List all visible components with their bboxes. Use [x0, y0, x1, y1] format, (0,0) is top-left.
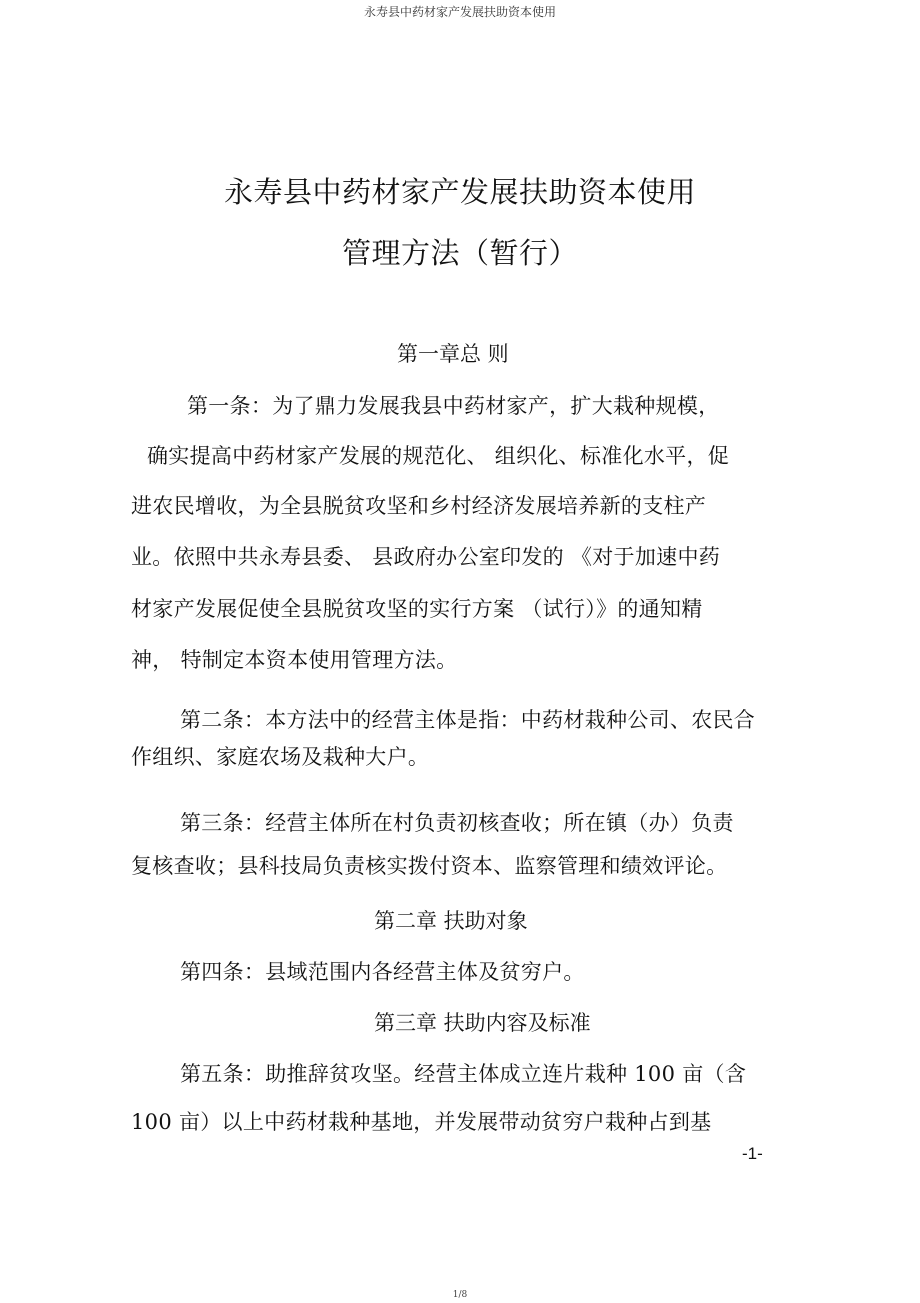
- article-5-line-1: 第五条：助推辞贫攻坚。经营主体成立连片栽种 100 亩（含: [180, 1062, 747, 1086]
- chapter-1-heading: 第一章总 则: [397, 342, 509, 366]
- chapter-2-heading: 第二章 扶助对象: [374, 909, 528, 933]
- article-1-line-4: 业。依照中共永寿县委、 县政府办公室印发的 《对于加速中药: [131, 545, 721, 569]
- article-3-line-1: 第三条：经营主体所在村负责初核查收；所在镇（办）负责: [180, 811, 734, 835]
- page-number: -1-: [742, 1144, 763, 1163]
- article-1-line-3: 进农民增收，为全县脱贫攻坚和乡村经济发展培养新的支柱产: [131, 494, 707, 518]
- article-1-line-2: 确实提高中药材家产发展的规范化、 组织化、标准化水平，促: [147, 444, 730, 468]
- article-5-line-2: 100 亩）以上中药材栽种基地，并发展带动贫穷户栽种占到基: [131, 1110, 712, 1134]
- document-title-line1: 永寿县中药材家产发展扶助资本使用: [223, 175, 696, 209]
- running-header: 永寿县中药材家产发展扶助资本使用: [363, 5, 556, 19]
- article-2-line-1: 第二条：本方法中的经营主体是指：中药材栽种公司、农民合: [180, 708, 756, 732]
- chapter-3-heading: 第三章 扶助内容及标准: [374, 1011, 591, 1035]
- page-indicator: 1/8: [452, 1290, 468, 1300]
- document-title-line2: 管理方法（暂行）: [341, 236, 578, 270]
- article-2-line-2: 作组织、家庭农场及栽种大户。: [131, 745, 430, 769]
- article-1-line-5: 材家产发展促使全县脱贫攻坚的实行方案 （试行）》的通知精: [131, 597, 703, 621]
- article-1-line-1: 第一条：为了鼎力发展我县中药材家产，扩大栽种规模，: [187, 394, 720, 418]
- article-4: 第四条：县域范围内各经营主体及贫穷户。: [180, 960, 585, 984]
- article-3-line-2: 复核查收；县科技局负责核实拨付资本、监察管理和绩效评论。: [131, 854, 728, 878]
- article-1-line-6: 神， 特制定本资本使用管理方法。: [131, 648, 458, 672]
